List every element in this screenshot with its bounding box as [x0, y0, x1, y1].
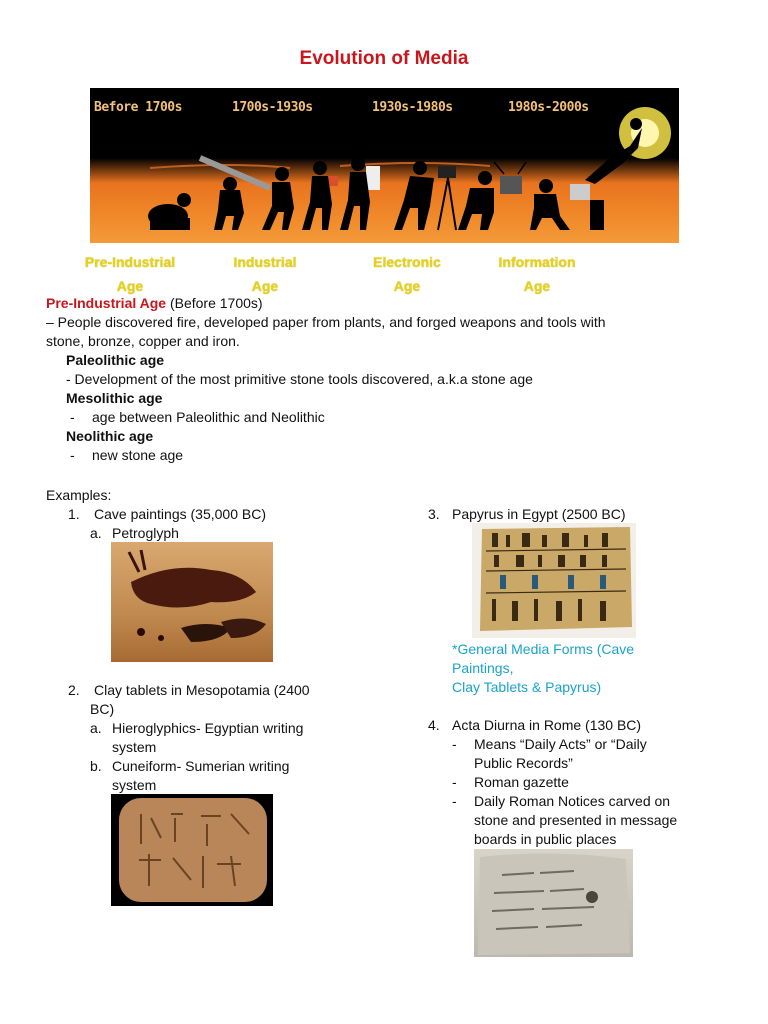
subage-name: Mesolithic age: [66, 390, 163, 406]
cave-painting-image: [111, 542, 273, 662]
age-label-pre-industrial: Pre-Industrial Age: [84, 254, 176, 294]
example-item-clay: 2. Clay tablets in Mesopotamia (2400 BC) a. Hieroglyphics- Egyptian writing system b. Cuneiform- Sumerian writing system: [68, 682, 310, 793]
section-description: – People discovered fire, developed paper from plants, and forged weapons and tools with: [46, 314, 606, 330]
subage-name: Paleolithic age: [66, 352, 165, 368]
section-description: stone, bronze, copper and iron.: [46, 333, 240, 349]
age-labels: [0, 250, 768, 298]
example-item-cave: 1. Cave paintings (35,000 BC) a. Petroglyph: [68, 506, 266, 541]
general-media-note: *General Media Forms (Cave Paintings, Clay Tablets & Papyrus): [452, 641, 635, 695]
era-label: 1980s-2000s: [508, 100, 589, 115]
subage-desc: - new stone age: [70, 447, 184, 463]
papyrus-image: [472, 523, 636, 638]
acta-diurna-stone-image: [474, 849, 633, 957]
subage-desc: - age between Paleolithic and Neolithic: [70, 409, 325, 425]
page-title: Evolution of Media: [299, 48, 469, 69]
age-label-industrial: Industrial Age: [233, 254, 297, 294]
era-label: 1930s-1980s: [372, 100, 453, 115]
evolution-banner-image: [90, 88, 679, 243]
age-label-information: Information Age: [498, 254, 576, 294]
subage-name: Neolithic age: [66, 428, 154, 444]
age-label-electronic: Electronic Age: [373, 254, 441, 294]
examples-heading: Examples:: [46, 487, 112, 503]
example-item-acta-diurna: 4. Acta Diurna in Rome (130 BC) - Means “Daily Acts” or “Daily Public Records” - Roman gazette - Daily Roman Notices carved on stone and presented in message boards in public places: [428, 717, 678, 847]
section-heading: Pre-Industrial Age (Before 1700s): [46, 295, 263, 311]
clay-tablet-image: [111, 794, 273, 906]
era-label: Before 1700s: [94, 100, 182, 115]
subage-desc: - Development of the most primitive stone tools discovered, a.k.a stone age: [66, 371, 533, 387]
pre-industrial-section: [46, 294, 736, 465]
example-item-papyrus: 3. Papyrus in Egypt (2500 BC): [428, 506, 626, 522]
era-label: 1700s-1930s: [232, 100, 313, 115]
